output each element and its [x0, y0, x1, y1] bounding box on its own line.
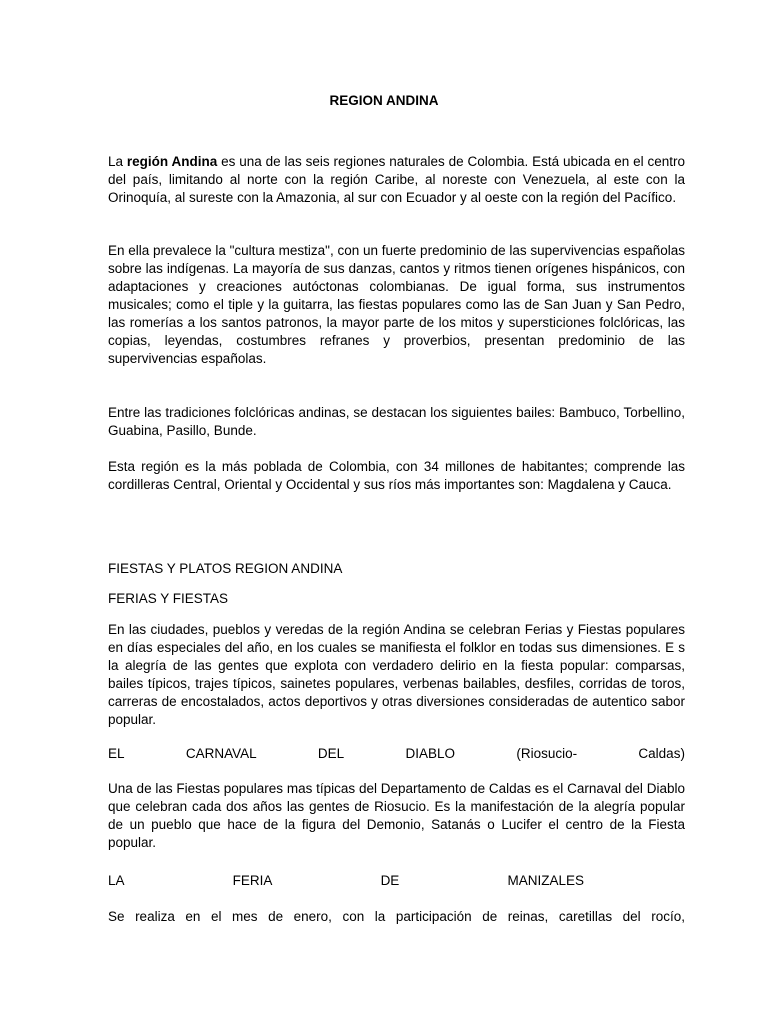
paragraph-poblacion: Esta región es la más poblada de Colombia, con 34 millones de habitantes; comprende las cordilleras Central, Oriental y Occidental y sus ríos más importantes son: Magdalena y Cauca. — [108, 459, 685, 492]
paragraph-1-bold: región Andina — [126, 154, 218, 169]
heading-feria-manizales — [108, 872, 584, 890]
paragraph-cultura-mestiza: En ella prevalece la "cultura mestiza", con un fuerte predominio de las supervivencias españolas sobre las indígenas. La mayoría de sus danzas, cantos y ritmos tienen orígenes hispánicos, con adaptaciones y creaciones autóctonas colombianas. De igual forma, sus instrumentos musicales; como el tiple y la guitarra, las fiestas populares como las de San Juan y San Pedro, las romerías a los santos patronos, la mayor parte de los mitos y supersticiones folclóricas, las copias, leyendas, costumbres refranes y proverbios, presentan predominio de las supervivencias españolas. — [108, 243, 685, 366]
paragraph-1-post: es una de las seis regiones naturales de Colombia. Está ubicada en el centro del país, limitando al norte con la región Caribe, al noreste con Venezuela, al este con la Orinoquía, al sureste con la Amazonia, al sur con Ecuador y al oeste con la región del Pacífico. — [108, 154, 685, 205]
paragraph-ferias: En las ciudades, pueblos y veredas de la región Andina se celebran Ferias y Fiestas populares en días especiales del año, en los cuales se manifiesta el folklor en todas sus dimensiones. E s la alegría de las gentes que explota con verdadero delirio en la fiesta popular: comparsas, bailes típicos, trajes típicos, sainetes populares, verbenas bailables, desfiles, corridas de toros, carreras de encostalados, actos deportivos y otras diversiones consideradas de autentico sabor popular. — [108, 622, 685, 727]
heading-ferias-fiestas: FERIAS Y FIESTAS — [108, 591, 229, 606]
heading-word: FERIA — [232, 873, 273, 888]
paragraph-feria-manizales: Se realiza en el mes de enero, con la participación de reinas, caretillas del rocío, — [108, 909, 685, 924]
heading-word: LA — [108, 873, 125, 888]
heading-fiestas-platos: FIESTAS Y PLATOS REGION ANDINA — [108, 561, 343, 576]
heading-word: Caldas) — [638, 746, 685, 761]
paragraph-region-intro — [108, 153, 685, 207]
heading-word: DEL — [317, 746, 345, 761]
heading-word: CARNAVAL — [185, 746, 257, 761]
heading-word: DE — [380, 873, 400, 888]
paragraph-carnaval: Una de las Fiestas populares mas típicas del Departamento de Caldas es el Carnaval del Diablo que celebran cada dos años las gentes de Riosucio. Es la manifestación de la alegría popular de un pueblo que hace de la figura del Demonio, Satanás o Lucifer el centro de la Fiesta popular. — [108, 781, 685, 850]
page-title: REGION ANDINA — [329, 93, 439, 108]
heading-feria-manizales-wrap — [108, 872, 584, 890]
heading-word: MANIZALES — [507, 873, 584, 888]
heading-word: (Riosucio- — [516, 746, 578, 761]
heading-word: EL — [108, 746, 125, 761]
paragraph-tradiciones: Entre las tradiciones folclóricas andinas, se destacan los siguientes bailes: Bambuco, Torbellino, Guabina, Pasillo, Bunde. — [108, 405, 685, 438]
heading-carnaval-diablo — [108, 745, 685, 763]
paragraph-1-pre: La — [108, 154, 127, 169]
heading-word: DIABLO — [405, 746, 456, 761]
